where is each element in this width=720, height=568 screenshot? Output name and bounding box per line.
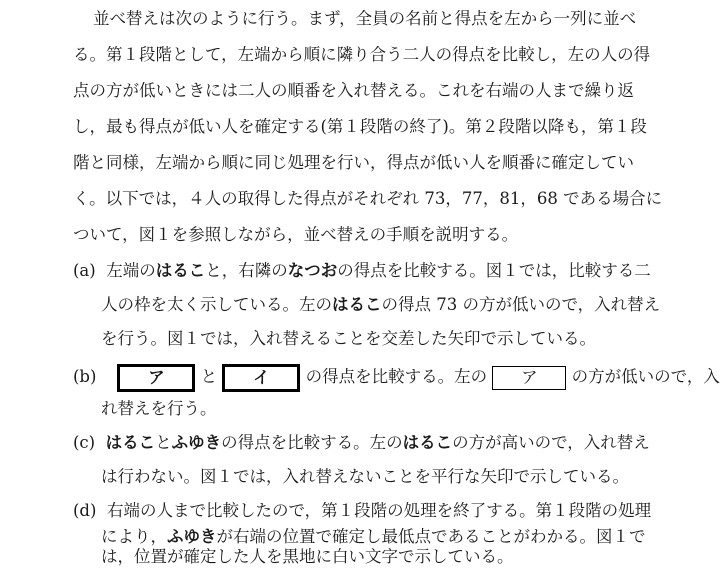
item-c-marker: (c) [73,433,96,452]
item-d-line-3: は，位置が確定した人を黒地に白い文字で示している。 [101,547,514,566]
item-b-text: の方が低いので，入 [571,367,720,386]
item-a-marker: (a) [73,261,96,280]
intro-line-5: 階と同様，左端から順に同じ処理を行い，得点が低い人を順番に確定してい [73,153,634,172]
item-b-line-2: れ替えを行う。 [101,399,217,418]
item-c-text: の得点を比較する。左の [221,433,403,452]
item-d-marker: (d) [73,501,97,520]
name-fuyuki: ふゆき [171,433,222,452]
item-a-text: 人の枠を太く示している。左の [101,295,332,314]
intro-line-7: ついて，図１を参照しながら，並べ替えの手順を説明する。 [73,225,519,244]
intro-line-6: く。以下では，４人の取得した得点がそれぞれ 73，77，81，68 である場合に [73,189,663,208]
item-d-text: 右端の人まで比較したので，第１段階の処理を終了する。第１段階の処理 [106,501,652,520]
item-c-text: と [155,433,172,452]
item-a-text: 左端の [106,261,156,280]
item-d-line-2 [101,526,646,548]
item-d-text: が右端の位置で確定し最低点であることがわかる。図１で [216,527,646,546]
item-b-line-1 [73,363,720,391]
item-c-line-1 [73,432,650,454]
answer-box-a[interactable]: ア [117,364,195,392]
intro-line-4: し，最も得点が低い人を確定する(第１段階の終了)。第２段階以降も，第１段 [73,117,647,136]
item-a-line-2 [101,294,660,316]
item-c-text: の方が高いので，入れ替え [452,433,650,452]
intro-line-3: 点の方が低いときには二人の順番を入れ替える。これを右端の人まで繰り返 [73,81,634,100]
name-haruko: はるこ [332,295,382,314]
intro-line-2: る。第１段階として，左端から順に隣り合う二人の得点を比較し，左の人の得 [73,45,651,64]
name-haruko: はるこ [402,433,453,452]
answer-box-a-ref: ア [492,366,566,390]
item-c-line-2: は行わない。図１では，入れ替えないことを平行な矢印で示している。 [101,467,629,486]
item-d-text: により， [101,527,167,546]
item-a-text: の得点 73 の方が低いので，入れ替え [381,295,661,314]
item-b-text: と [200,367,218,386]
item-b-marker: (b) [73,367,97,386]
name-fuyuki: ふゆき [167,527,217,546]
item-d-line-1 [73,500,651,522]
intro-line-1: 並べ替えは次のように行う。まず，全員の名前と得点を左から一列に並べ [93,9,637,28]
item-a-line-3: を行う。図１では，入れ替えることを交差した矢印で示している。 [101,329,596,348]
item-a-text: の得点を比較する。図１では，比較する二 [337,261,651,280]
item-b-text: の得点を比較する。左の [305,367,488,386]
item-a-text: と，右隣の [205,261,288,280]
name-haruko: はるこ [105,433,156,452]
name-haruko: はるこ [155,261,206,280]
item-a-line-1 [73,260,651,282]
name-natsuo: なつお [287,261,338,280]
answer-box-i[interactable]: イ [222,364,300,392]
